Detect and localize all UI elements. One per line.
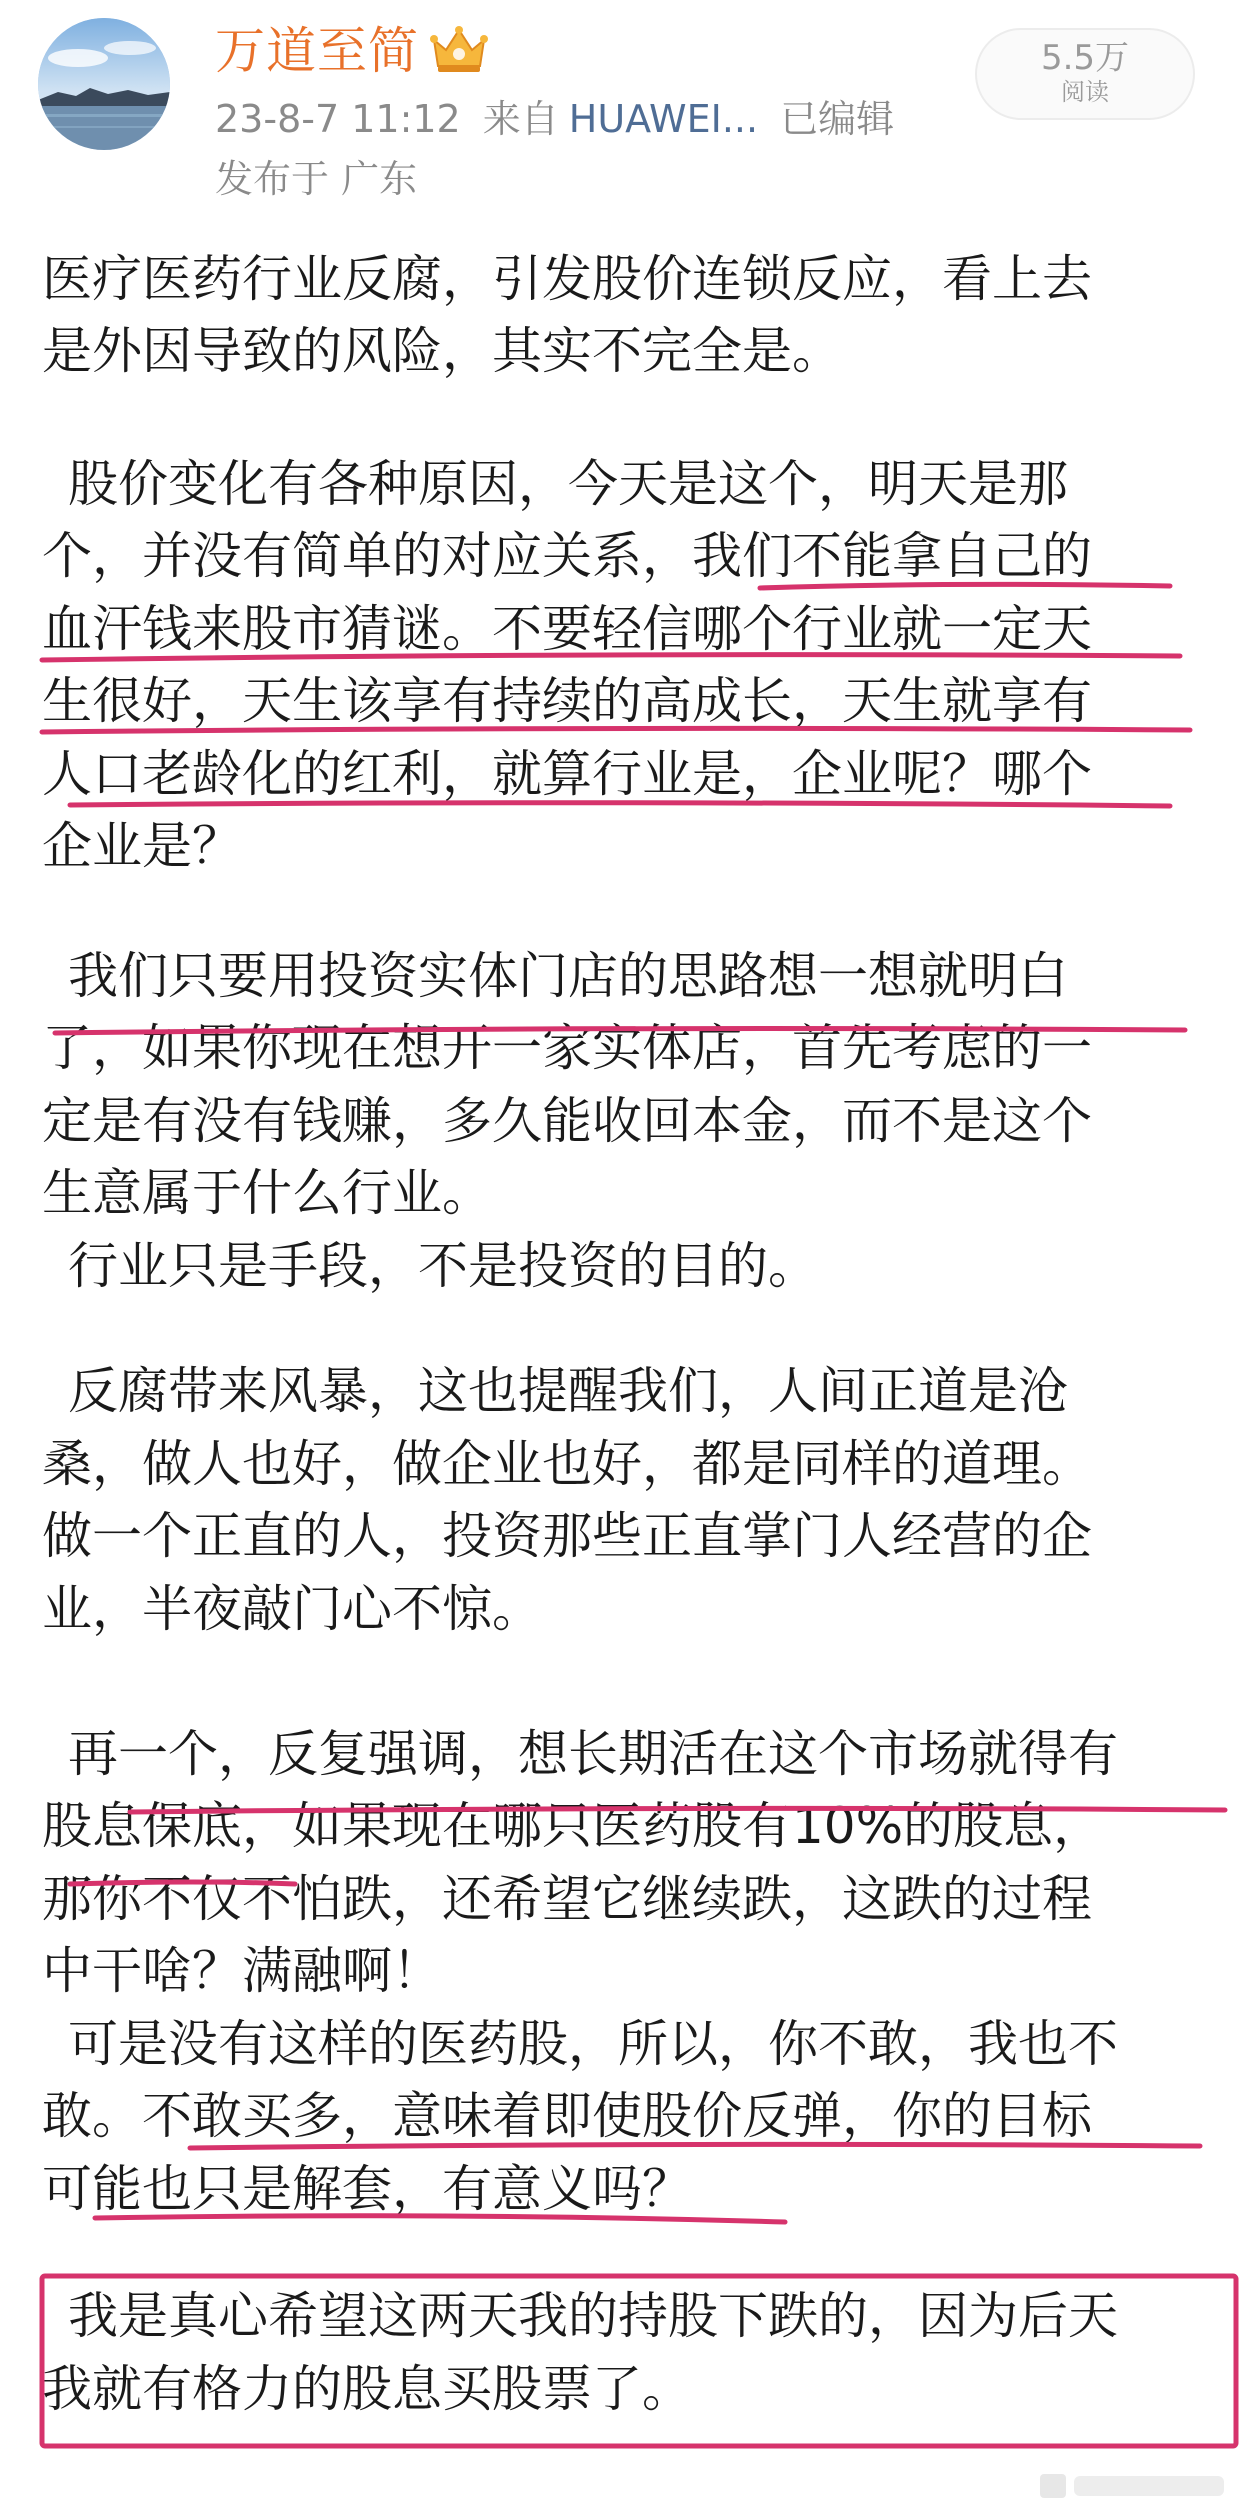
post-date: 23-8-7 11:12 — [215, 97, 461, 141]
read-count: 5.5万 — [1040, 38, 1130, 78]
paragraph-line: 股价变化有各种原因，今天是这个，明天是那 — [68, 455, 1068, 513]
edited-label[interactable]: 已编辑 — [780, 97, 895, 141]
watermark-icon — [1040, 2468, 1240, 2504]
paragraph-line: 敢。不敢买多，意味着即使股价反弹，你的目标 — [42, 2087, 1092, 2145]
paragraph-line: 生很好，天生该享有持续的高成长，天生就享有 — [42, 672, 1092, 730]
paragraph-line: 可能也只是解套，有意义吗？ — [42, 2160, 692, 2218]
paragraph-line: 企业是？ — [42, 817, 242, 875]
source-prefix: 来自 — [482, 97, 559, 141]
post-location: 发布于 广东 — [215, 157, 418, 201]
paragraph-line: 人口老龄化的红利，就算行业是，企业呢？哪个 — [42, 745, 1092, 803]
paragraph-line: 那你不仅不怕跌，还希望它继续跌，这跌的过程 — [42, 1870, 1092, 1928]
paragraph-line: 个，并没有简单的对应关系，我们不能拿自己的 — [42, 527, 1092, 585]
paragraph-line: 我是真心希望这两天我的持股下跌的，因为后天 — [68, 2287, 1118, 2345]
paragraph-line: 生意属于什么行业。 — [42, 1164, 492, 1222]
paragraph-line: 桑，做人也好，做企业也好，都是同样的道理。 — [42, 1435, 1092, 1493]
paragraph-line: 可是没有这样的医药股，所以，你不敢，我也不 — [68, 2015, 1118, 2073]
paragraph-line: 中干啥？满融啊！ — [42, 1942, 442, 2000]
paragraph-line: 业，半夜敲门心不惊。 — [42, 1580, 542, 1638]
paragraph-line: 定是有没有钱赚，多久能收回本金，而不是这个 — [42, 1092, 1092, 1150]
paragraph-line: 了，如果你现在想开一家实体店，首先考虑的一 — [42, 1019, 1092, 1077]
paragraph-line: 我们只要用投资实体门店的思路想一想就明白 — [68, 947, 1068, 1005]
paragraph-line: 再一个，反复强调，想长期活在这个市场就得有 — [68, 1725, 1118, 1783]
paragraph-line: 行业只是手段，不是投资的目的。 — [68, 1237, 818, 1295]
read-label: 阅读 — [1061, 78, 1109, 106]
paragraph-line: 反腐带来风暴，这也提醒我们，人间正道是沧 — [68, 1362, 1068, 1420]
paragraph-line: 是外因导致的风险，其实不完全是。 — [42, 322, 842, 380]
paragraph-line: 我就有格力的股息买股票了。 — [42, 2360, 692, 2418]
paragraph-line: 做一个正直的人，投资那些正直掌门人经营的企 — [42, 1507, 1092, 1565]
paragraph-line: 股息保底，如果现在哪只医药股有10%的股息， — [42, 1797, 1104, 1855]
author-name[interactable]: 万道至简 — [215, 22, 419, 80]
source-device[interactable]: HUAWEI... — [568, 97, 759, 141]
paragraph-line: 医疗医药行业反腐，引发股价连锁反应，看上去 — [42, 250, 1092, 308]
paragraph-line: 血汗钱来股市猜谜。不要轻信哪个行业就一定天 — [42, 600, 1092, 658]
